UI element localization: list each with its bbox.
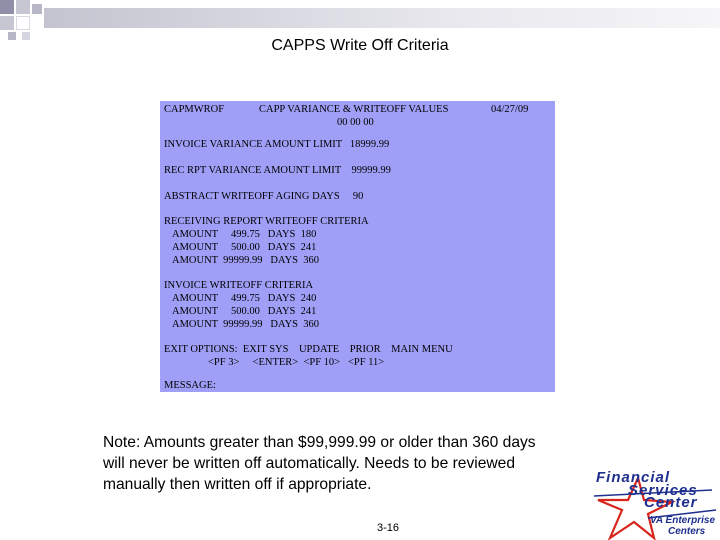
- logo-text: Centers: [668, 526, 706, 537]
- program-id: CAPMWROF: [164, 104, 225, 115]
- inv-criteria-row: AMOUNT 500.00 DAYS 241: [172, 306, 317, 317]
- screen-time: 00 00 00: [337, 117, 374, 128]
- note-line: manually then written off if appropriate.: [103, 476, 372, 493]
- rr-criteria-header: RECEIVING REPORT WRITEOFF CRITERIA: [164, 216, 369, 227]
- page-number: 3-16: [376, 522, 400, 534]
- pf-key-options: <PF 3> <ENTER> <PF 10> <PF 11>: [208, 357, 385, 368]
- corner-decoration: [16, 16, 30, 30]
- exit-options: EXIT OPTIONS: EXIT SYS UPDATE PRIOR MAIN MENU: [164, 344, 453, 355]
- inv-criteria-header: INVOICE WRITEOFF CRITERIA: [164, 280, 314, 291]
- corner-decoration: [0, 16, 14, 30]
- inv-criteria-row: AMOUNT 499.75 DAYS 240: [172, 293, 317, 304]
- screen-date: 04/27/09: [491, 104, 529, 115]
- header-bar: [44, 8, 720, 28]
- corner-decoration: [0, 0, 14, 14]
- logo-text: VA Enterprise: [650, 515, 716, 526]
- note-line: Note: Amounts greater than $99,999.99 or older than 360 days: [103, 434, 536, 451]
- note-text: [103, 432, 623, 495]
- logo-text: Services: [628, 482, 698, 499]
- corner-decoration: [32, 4, 42, 14]
- rec-rpt-variance-limit: REC RPT VARIANCE AMOUNT LIMIT 99999.99: [164, 165, 391, 176]
- abstract-aging-days: ABSTRACT WRITEOFF AGING DAYS 90: [164, 191, 364, 202]
- inv-criteria-row: AMOUNT 99999.99 DAYS 360: [172, 319, 320, 330]
- rr-criteria-row: AMOUNT 99999.99 DAYS 360: [172, 255, 320, 266]
- terminal-screen: [160, 101, 555, 392]
- rr-criteria-row: AMOUNT 499.75 DAYS 180: [172, 229, 317, 240]
- logo-text: Financial: [596, 469, 671, 486]
- screen-title: CAPP VARIANCE & WRITEOFF VALUES: [259, 104, 449, 115]
- note-line: will never be written off automatically. Needs to be reviewed: [103, 455, 515, 472]
- corner-decoration: [16, 0, 30, 14]
- message-label: MESSAGE:: [164, 380, 216, 391]
- logo-text: Center: [644, 494, 698, 511]
- slide-title: CAPPS Write Off Criteria: [271, 37, 449, 54]
- rr-criteria-row: AMOUNT 500.00 DAYS 241: [172, 242, 317, 253]
- invoice-variance-limit: INVOICE VARIANCE AMOUNT LIMIT 18999.99: [164, 139, 390, 150]
